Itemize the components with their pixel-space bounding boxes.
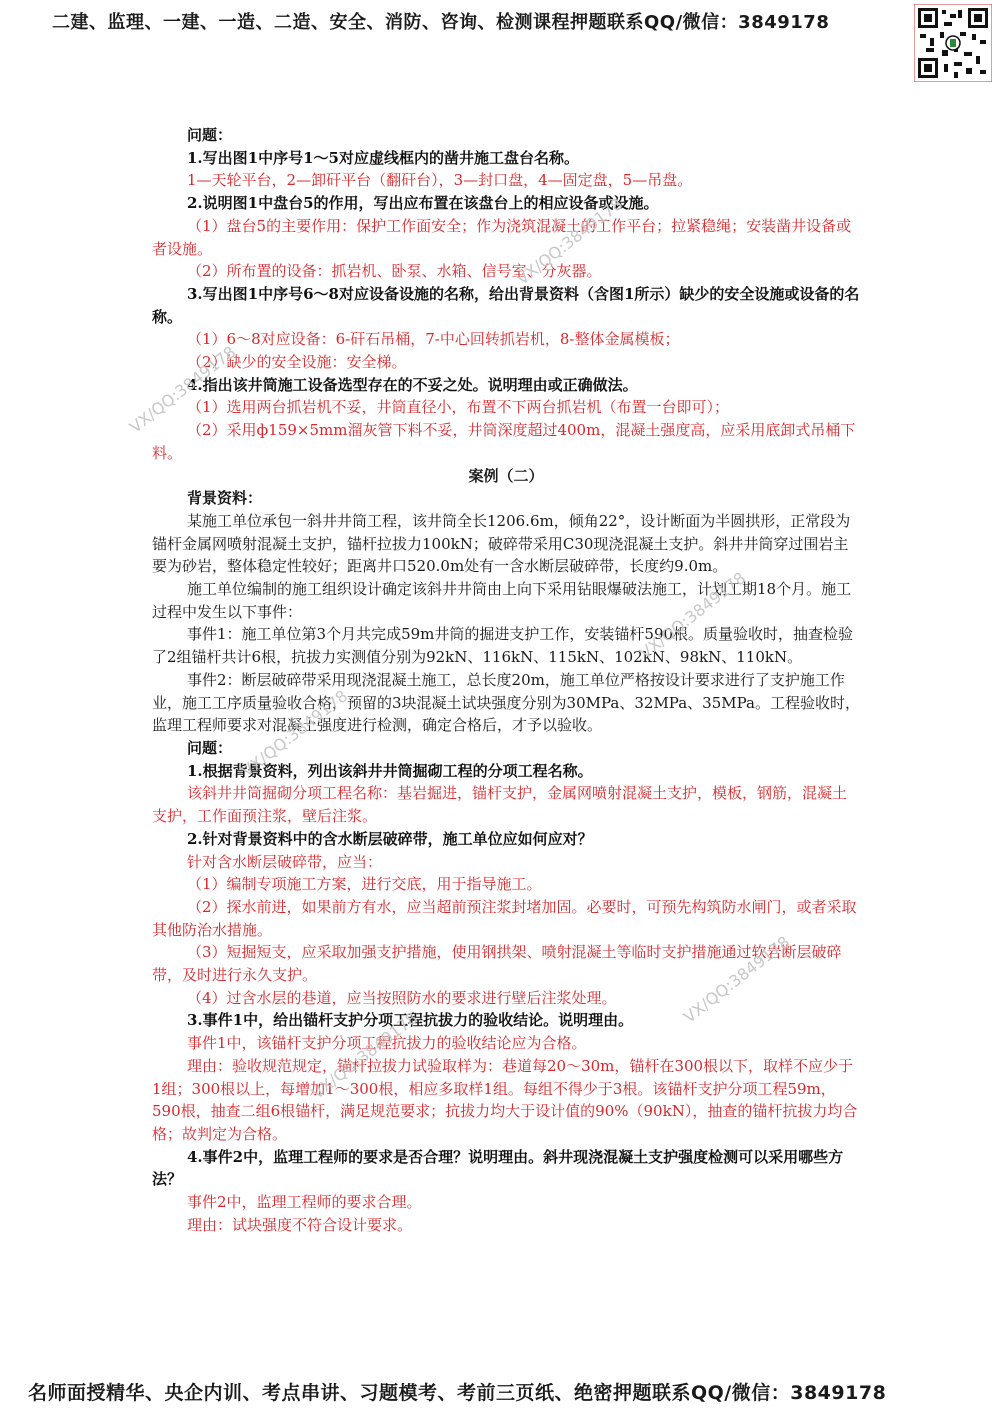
answer: 1—天轮平台，2—卸矸平台（翻矸台），3—封口盘，4—固定盘，5—吊盘。 — [187, 171, 693, 190]
document-body — [152, 124, 860, 1236]
question: 3.事件1中，给出锚杆支护分项工程抗拔力的验收结论。说明理由。 — [187, 1011, 634, 1030]
answer: （1）选用两台抓岩机不妥，井筒直径小，布置不下两台抓岩机（布置一台即可）； — [187, 398, 730, 417]
page-header: 二建、监理、一建、一造、二造、安全、消防、咨询、检测课程押题联系QQ/微信：3849178 — [52, 12, 830, 33]
watermark: VX/QQ:3849178 — [125, 342, 240, 437]
event-paragraph: 事件1：施工单位第3个月共完成59m井筒的掘进支护工作，安装锚杆590根。质量验收时，抽查检验了2组锚杆共计6根，抗拔力实测值分别为92kN、116kN、115kN、102kN、98kN、110kN。 — [152, 625, 854, 667]
answer: （2）所布置的设备：抓岩机、卧泵、水箱、信号室、分灰器。 — [187, 262, 602, 281]
answer: 理由：验收规范规定，锚杆拉拔力试验取样为：巷道每20～30m，锚杆在300根以下，取样不应少于1组；300根以上，每增加1～300根，相应多取样1组。每组不得少于3根。该锚杆支护分项工程59m，590根，抽查二组6根锚杆，满足规范要求；抗拔力均大于设计值的90%（90kN），抽查的锚杆抗拔力均合格；故判定为合格。 — [152, 1056, 858, 1143]
watermark: VX/QQ:3849178 — [307, 1008, 422, 1103]
watermark: VX/QQ:3849178 — [237, 686, 352, 781]
answer: 理由：试块强度不符合设计要求。 — [187, 1215, 413, 1234]
watermark: VX/QQ:3849178 — [512, 194, 627, 289]
question: 1.写出图1中序号1～5对应虚线框内的凿井施工盘台名称。 — [187, 148, 579, 167]
answer: 该斜井井筒掘砌分项工程名称：基岩掘进，锚杆支护，金属网喷射混凝土支护，模板，钢筋，混凝土支护，工作面预注浆，壁后注浆。 — [152, 784, 848, 826]
questions-heading: 问题： — [187, 738, 233, 757]
background-paragraph: 某施工单位承包一斜井井筒工程，该井筒全长1206.6m，倾角22°，设计断面为半圆拱形，正常段为锚杆金属网喷射混凝土支护，锚杆拉拔力100kN；破碎带采用C30现浇混凝土支护。斜井井筒穿过围岩主要为砂岩，整体稳定性较好；距离井口520.0m处有一含水断层破碎带，长度约9.0m。 — [152, 511, 851, 576]
background-paragraph: 施工单位编制的施工组织设计确定该斜井井筒由上向下采用钻眼爆破法施工，计划工期18个月。施工过程中发生以下事件： — [152, 580, 852, 621]
background-heading: 背景资料： — [187, 489, 263, 508]
answer: 事件1中，该锚杆支护分项工程抗拔力的验收结论应为合格。 — [187, 1034, 587, 1053]
answer: 针对含水断层破碎带，应当： — [187, 852, 383, 871]
question: 1.根据背景资料，列出该斜井井筒掘砌工程的分项工程名称。 — [187, 761, 593, 780]
answer: （1）6～8对应设备：6-矸石吊桶，7-中心回转抓岩机，8-整体金属模板； — [187, 330, 680, 349]
watermark: VX/QQ:3849178 — [635, 568, 750, 663]
watermark: VX/QQ:3849178 — [679, 932, 794, 1027]
answer: （1）盘台5的主要作用：保护工作面安全；作为浇筑混凝土的工作平台；拉紧稳绳；安装凿井设备或者设施。 — [152, 216, 852, 258]
answer: （2）探水前进，如果前方有水，应当超前预注浆封堵加固。必要时，可预先构筑防水闸门，或者采取其他防治水措施。 — [152, 897, 857, 939]
event-paragraph: 事件2：断层破碎带采用现浇混凝土施工，总长度20m，施工单位严格按设计要求进行了支护施工作业，施工工序质量验收合格，预留的3块混凝土试块强度分别为30MPa、32MPa、35MPa。工程验收时，监理工程师要求对混凝土强度进行检测，确定合格后，才予以验收。 — [152, 670, 860, 735]
answer: （2）缺少的安全设施：安全梯。 — [187, 353, 407, 372]
page-footer: 名师面授精华、央企内训、考点串讲、习题模考、考前三页纸、绝密押题联系QQ/微信：3849178 — [28, 1382, 887, 1404]
answer: （3）短掘短支，应采取加强支护措施，使用钢拱架、喷射混凝土等临时支护措施通过软岩断层破碎带，及时进行永久支护。 — [152, 943, 842, 985]
question: 3.写出图1中序号6～8对应设备设施的名称，给出背景资料（含图1所示）缺少的安全设施或设备的名称。 — [152, 284, 860, 326]
answer: （1）编制专项施工方案，进行交底，用于指导施工。 — [187, 875, 542, 894]
question: 4.事件2中，监理工程师的要求是否合理？说明理由。斜井现浇混凝土支护强度检测可以采用哪些方法？ — [152, 1147, 844, 1189]
answer: （4）过含水层的巷道，应当按照防水的要求进行壁后注浆处理。 — [187, 988, 617, 1007]
question: 4.指出该井筒施工设备选型存在的不妥之处。说明理由或正确做法。 — [187, 375, 638, 394]
answer: 事件2中，监理工程师的要求合理。 — [187, 1193, 422, 1212]
questions-heading: 问题： — [187, 126, 233, 144]
qr-code-icon — [914, 4, 992, 82]
question: 2.针对背景资料中的含水断层破碎带，施工单位应如何应对？ — [187, 829, 593, 848]
question: 2.说明图1中盘台5的作用，写出应布置在该盘台上的相应设备或设施。 — [187, 194, 659, 213]
case-title: 案例（二） — [468, 466, 544, 485]
answer: （2）采用ф159×5mm溜灰管下料不妥，井筒深度超过400m，混凝土强度高，应采用底卸式吊桶下料。 — [152, 421, 856, 462]
